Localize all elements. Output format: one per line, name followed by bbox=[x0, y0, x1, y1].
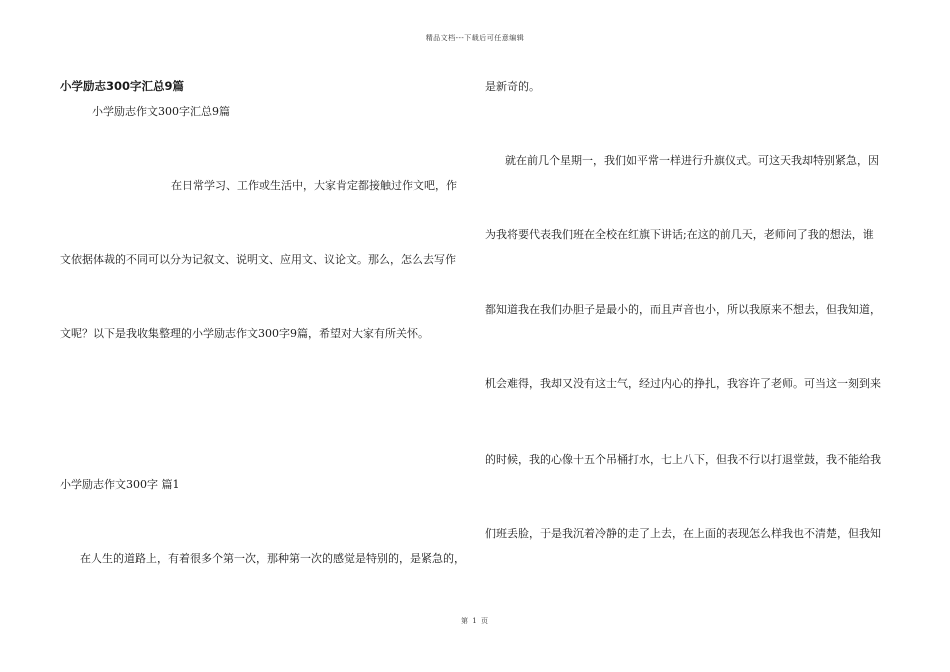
paragraph-line-1: 在人生的道路上，有着很多个第一次，那种第一次的感觉是特别的，是紧急的， bbox=[80, 552, 465, 565]
right-line-6: 的时候，我的心像十五个吊桶打水，七上八下，但我不行以打退堂鼓，我不能给我 bbox=[485, 453, 881, 466]
section-heading: 小学励志作文300字 篇1 bbox=[60, 478, 180, 491]
right-line-4: 都知道我在我们办胆子是最小的，而且声音也小，所以我原来不想去，但我知道， bbox=[485, 303, 881, 316]
document-subtitle: 小学励志作文300字汇总9篇 bbox=[92, 105, 230, 118]
intro-line-3: 文呢？以下是我收集整理的小学励志作文300字9篇，希望对大家有所关怀。 bbox=[60, 327, 429, 340]
right-line-3: 为我将要代表我们班在全校在红旗下讲话;在这的前几天，老师问了我的想法，谁 bbox=[485, 228, 874, 241]
right-line-5: 机会难得，我却又没有这士气，经过内心的挣扎，我容许了老师。可当这一刻到来 bbox=[485, 377, 881, 390]
right-line-1: 是新奇的。 bbox=[485, 80, 540, 93]
page-number: 第 1 页 bbox=[461, 617, 489, 625]
right-line-7: 们班丢脸，于是我沉着冷静的走了上去，在上面的表现怎么样我也不清楚，但我知 bbox=[485, 527, 881, 540]
intro-line-2: 文依据体裁的不同可以分为记叙文、说明文、应用文、议论文。那么，怎么去写作 bbox=[60, 253, 456, 266]
intro-line-1: 在日常学习、工作或生活中，大家肯定都接触过作文吧，作 bbox=[171, 179, 457, 192]
document-title: 小学励志300字汇总9篇 bbox=[60, 79, 185, 93]
right-line-2: 就在前几个星期一，我们如平常一样进行升旗仪式。可这天我却特别紧急，因 bbox=[505, 154, 879, 167]
header-note: 精品文档---下载后可任意编辑 bbox=[425, 34, 525, 42]
